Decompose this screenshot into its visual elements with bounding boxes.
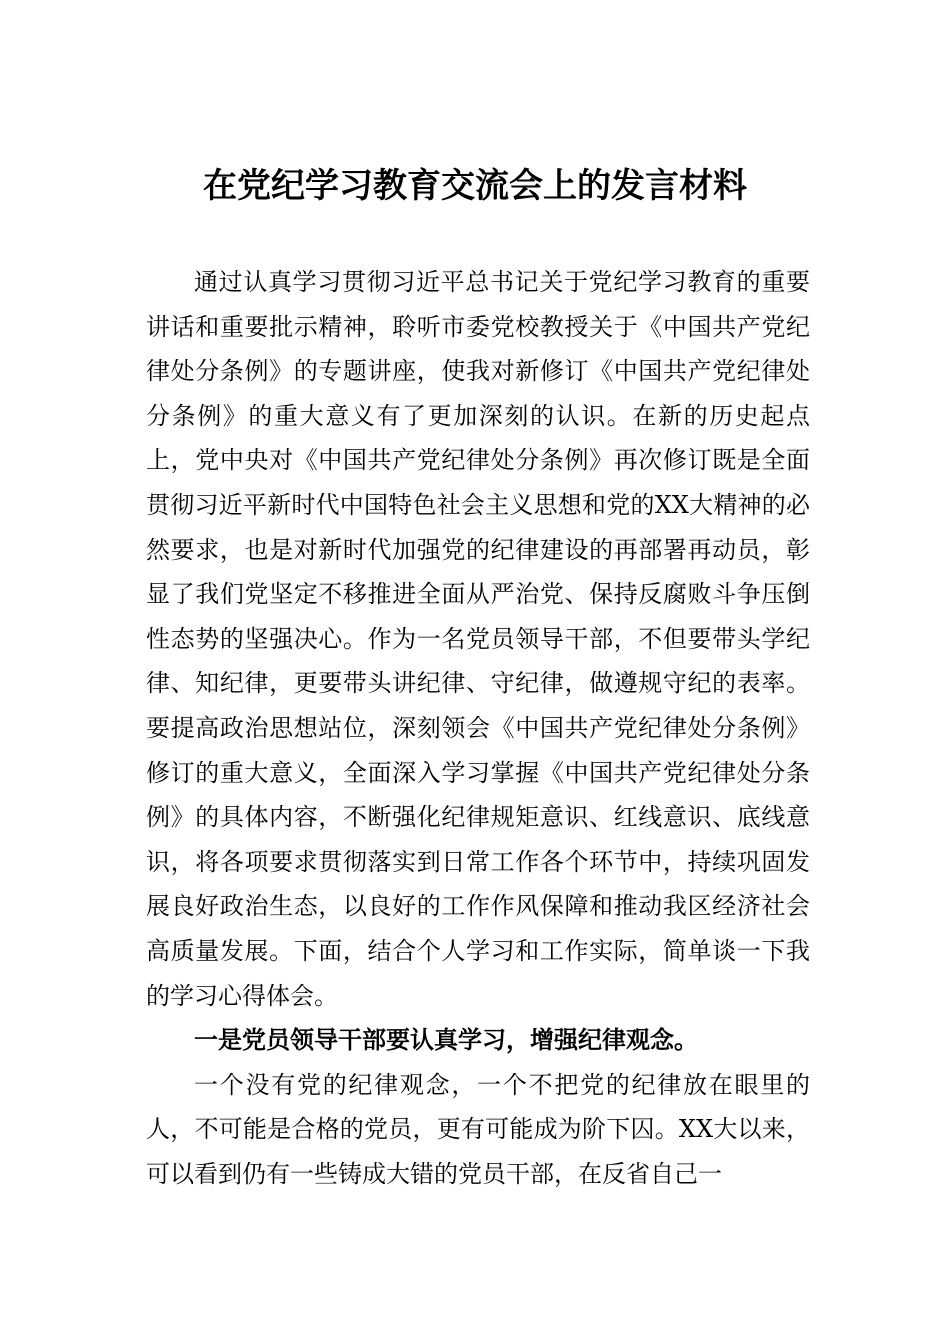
intro-paragraph: 通过认真学习贯彻习近平总书记关于党纪学习教育的重要讲话和重要批示精神，聆听市委党校教授关于《中国共产党纪律处分条例》的专题讲座，使我对新修订《中国共产党纪律处分条例》的重大意义有了更加深刻的认识。在新的历史起点上，党中央对《中国共产党纪律处分条例》再次修订既是全面贯彻习近平新时代中国特色社会主义思想和党的XX大精神的必然要求，也是对新时代加强党的纪律建设的再部署再动员，彰显了我们党坚定不移推进全面从严治党、保持反腐败斗争压倒性态势的坚强决心。作为一名党员领导干部，不但要带头学纪律、知纪律，更要带头讲纪律、守纪律，做遵规守纪的表率。要提高政治思想站位，深刻领会《中国共产党纪律处分条例》修订的重大意义，全面深入学习掌握《中国共产党纪律处分条例》的具体内容，不断强化纪律规矩意识、红线意识、底线意识，将各项要求贯彻落实到日常工作各个环节中，持续巩固发展良好政治生态，以良好的工作作风保障和推动我区经济社会高质量发展。下面，结合个人学习和工作实际，简单谈一下我的学习心得体会。 <box>146 268 810 1010</box>
document-body <box>146 260 810 1196</box>
section-paragraph: 一个没有党的纪律观念，一个不把党的纪律放在眼里的人，不可能是合格的党员，更有可能成为阶下囚。XX大以来，可以看到仍有一些铸成大错的党员干部，在反省自己一 <box>146 1070 810 1188</box>
section-heading: 一是党员领导干部要认真学习，增强纪律观念。 <box>194 1025 698 1055</box>
document-title: 在党纪学习教育交流会上的发言材料 <box>203 166 747 206</box>
